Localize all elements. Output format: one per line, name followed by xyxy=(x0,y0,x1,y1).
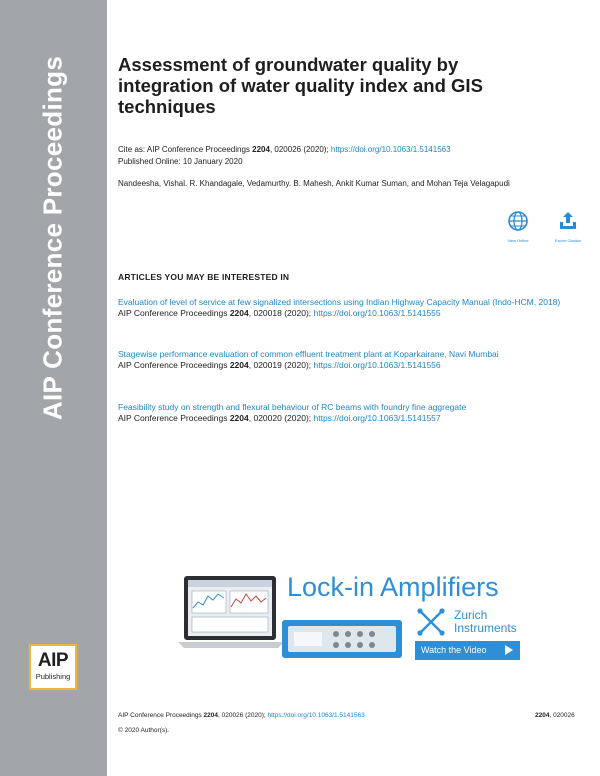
footer-cite-prefix: AIP Conference Proceedings xyxy=(118,712,204,719)
related-doi-link[interactable]: https://doi.org/10.1063/1.5141557 xyxy=(313,413,441,423)
footer-cite-rest: , 020026 (2020); xyxy=(217,712,268,719)
view-online-button[interactable] xyxy=(496,210,540,243)
related-article-title[interactable]: Feasibility study on strength and flexural behaviour of RC beams with foundry fine aggregate xyxy=(118,402,467,412)
export-citation-label: Export Citation xyxy=(554,238,582,243)
footer-citation xyxy=(118,712,365,719)
watch-video-button[interactable] xyxy=(415,641,520,660)
ad-brand-name xyxy=(454,609,517,635)
related-articles-heading: ARTICLES YOU MAY BE INTERESTED IN xyxy=(118,272,290,282)
citation-line xyxy=(118,144,451,155)
logo-main-text: AIP xyxy=(37,650,69,671)
journal-name: AIP Conference Proceedings xyxy=(37,55,68,421)
cite-prefix: Cite as: AIP Conference Proceedings xyxy=(118,145,253,154)
ad-headline: Lock-in Amplifiers xyxy=(287,572,499,602)
advertisement-banner[interactable] xyxy=(178,570,530,672)
related-doi-link[interactable]: https://doi.org/10.1063/1.5141555 xyxy=(313,308,441,318)
lock-in-amplifier-instrument xyxy=(278,614,408,664)
copyright-notice: © 2020 Author(s). xyxy=(118,727,170,734)
published-date: Published Online: 10 January 2020 xyxy=(118,157,243,166)
related-cite-rest: , 020018 (2020); xyxy=(248,308,314,318)
related-cite-prefix: AIP Conference Proceedings xyxy=(118,360,230,370)
view-online-label: View Online xyxy=(507,238,529,243)
author-list: Nandeesha, Vishal. R. Khandagale, Vedamurthy. B. Mahesh, Ankit Kumar Suman, and Mohan Teja Velagapudi xyxy=(118,179,510,188)
related-article-citation xyxy=(118,413,588,424)
ad-brand-line2: Instruments xyxy=(454,621,517,635)
globe-icon xyxy=(507,210,529,232)
footer-page-volume: 2204 xyxy=(535,712,550,719)
related-article xyxy=(118,349,588,371)
footer-cite-volume: 2204 xyxy=(203,712,218,719)
related-cite-prefix: AIP Conference Proceedings xyxy=(118,413,230,423)
footer-doi-link[interactable]: https://doi.org/10.1063/1.5141563 xyxy=(267,712,365,719)
paper-title: Assessment of groundwater quality by integration of water quality index and GIS techniques xyxy=(118,54,483,117)
logo-sub-text: Publishing xyxy=(35,672,71,681)
related-article xyxy=(118,402,588,424)
journal-sidebar xyxy=(0,0,107,776)
related-cite-rest: , 020020 (2020); xyxy=(248,413,314,423)
related-article xyxy=(118,297,588,319)
related-doi-link[interactable]: https://doi.org/10.1063/1.5141556 xyxy=(313,360,441,370)
related-cite-volume: 2204 xyxy=(229,413,249,423)
footer-page-id xyxy=(535,712,575,719)
export-icon xyxy=(557,210,579,232)
export-citation-button[interactable] xyxy=(546,210,590,243)
related-article-citation xyxy=(118,308,588,319)
watch-video-label: Watch the Video xyxy=(421,645,487,655)
related-article-citation xyxy=(118,360,588,371)
doi-link[interactable]: https://doi.org/10.1063/1.5141563 xyxy=(330,145,451,154)
related-article-title[interactable]: Stagewise performance evaluation of common effluent treatment plant at Koparkairane, Navi Mumbai xyxy=(118,349,499,359)
ad-brand-line1: Zurich xyxy=(454,608,488,622)
related-cite-prefix: AIP Conference Proceedings xyxy=(118,308,230,318)
zurich-instruments-logo-icon xyxy=(416,607,446,637)
footer-page-number: , 020026 xyxy=(549,712,575,719)
related-article-title[interactable]: Evaluation of level of service at few signalized intersections using Indian Highway Capacity Manual (Indo-HCM, 2018) xyxy=(118,297,561,307)
related-cite-volume: 2204 xyxy=(229,360,249,370)
related-cite-volume: 2204 xyxy=(229,308,249,318)
play-icon xyxy=(504,645,514,655)
cite-volume: 2204 xyxy=(252,145,270,154)
related-cite-rest: , 020019 (2020); xyxy=(248,360,314,370)
cite-rest: , 020026 (2020); xyxy=(269,145,331,154)
aip-publishing-logo[interactable] xyxy=(29,644,77,690)
